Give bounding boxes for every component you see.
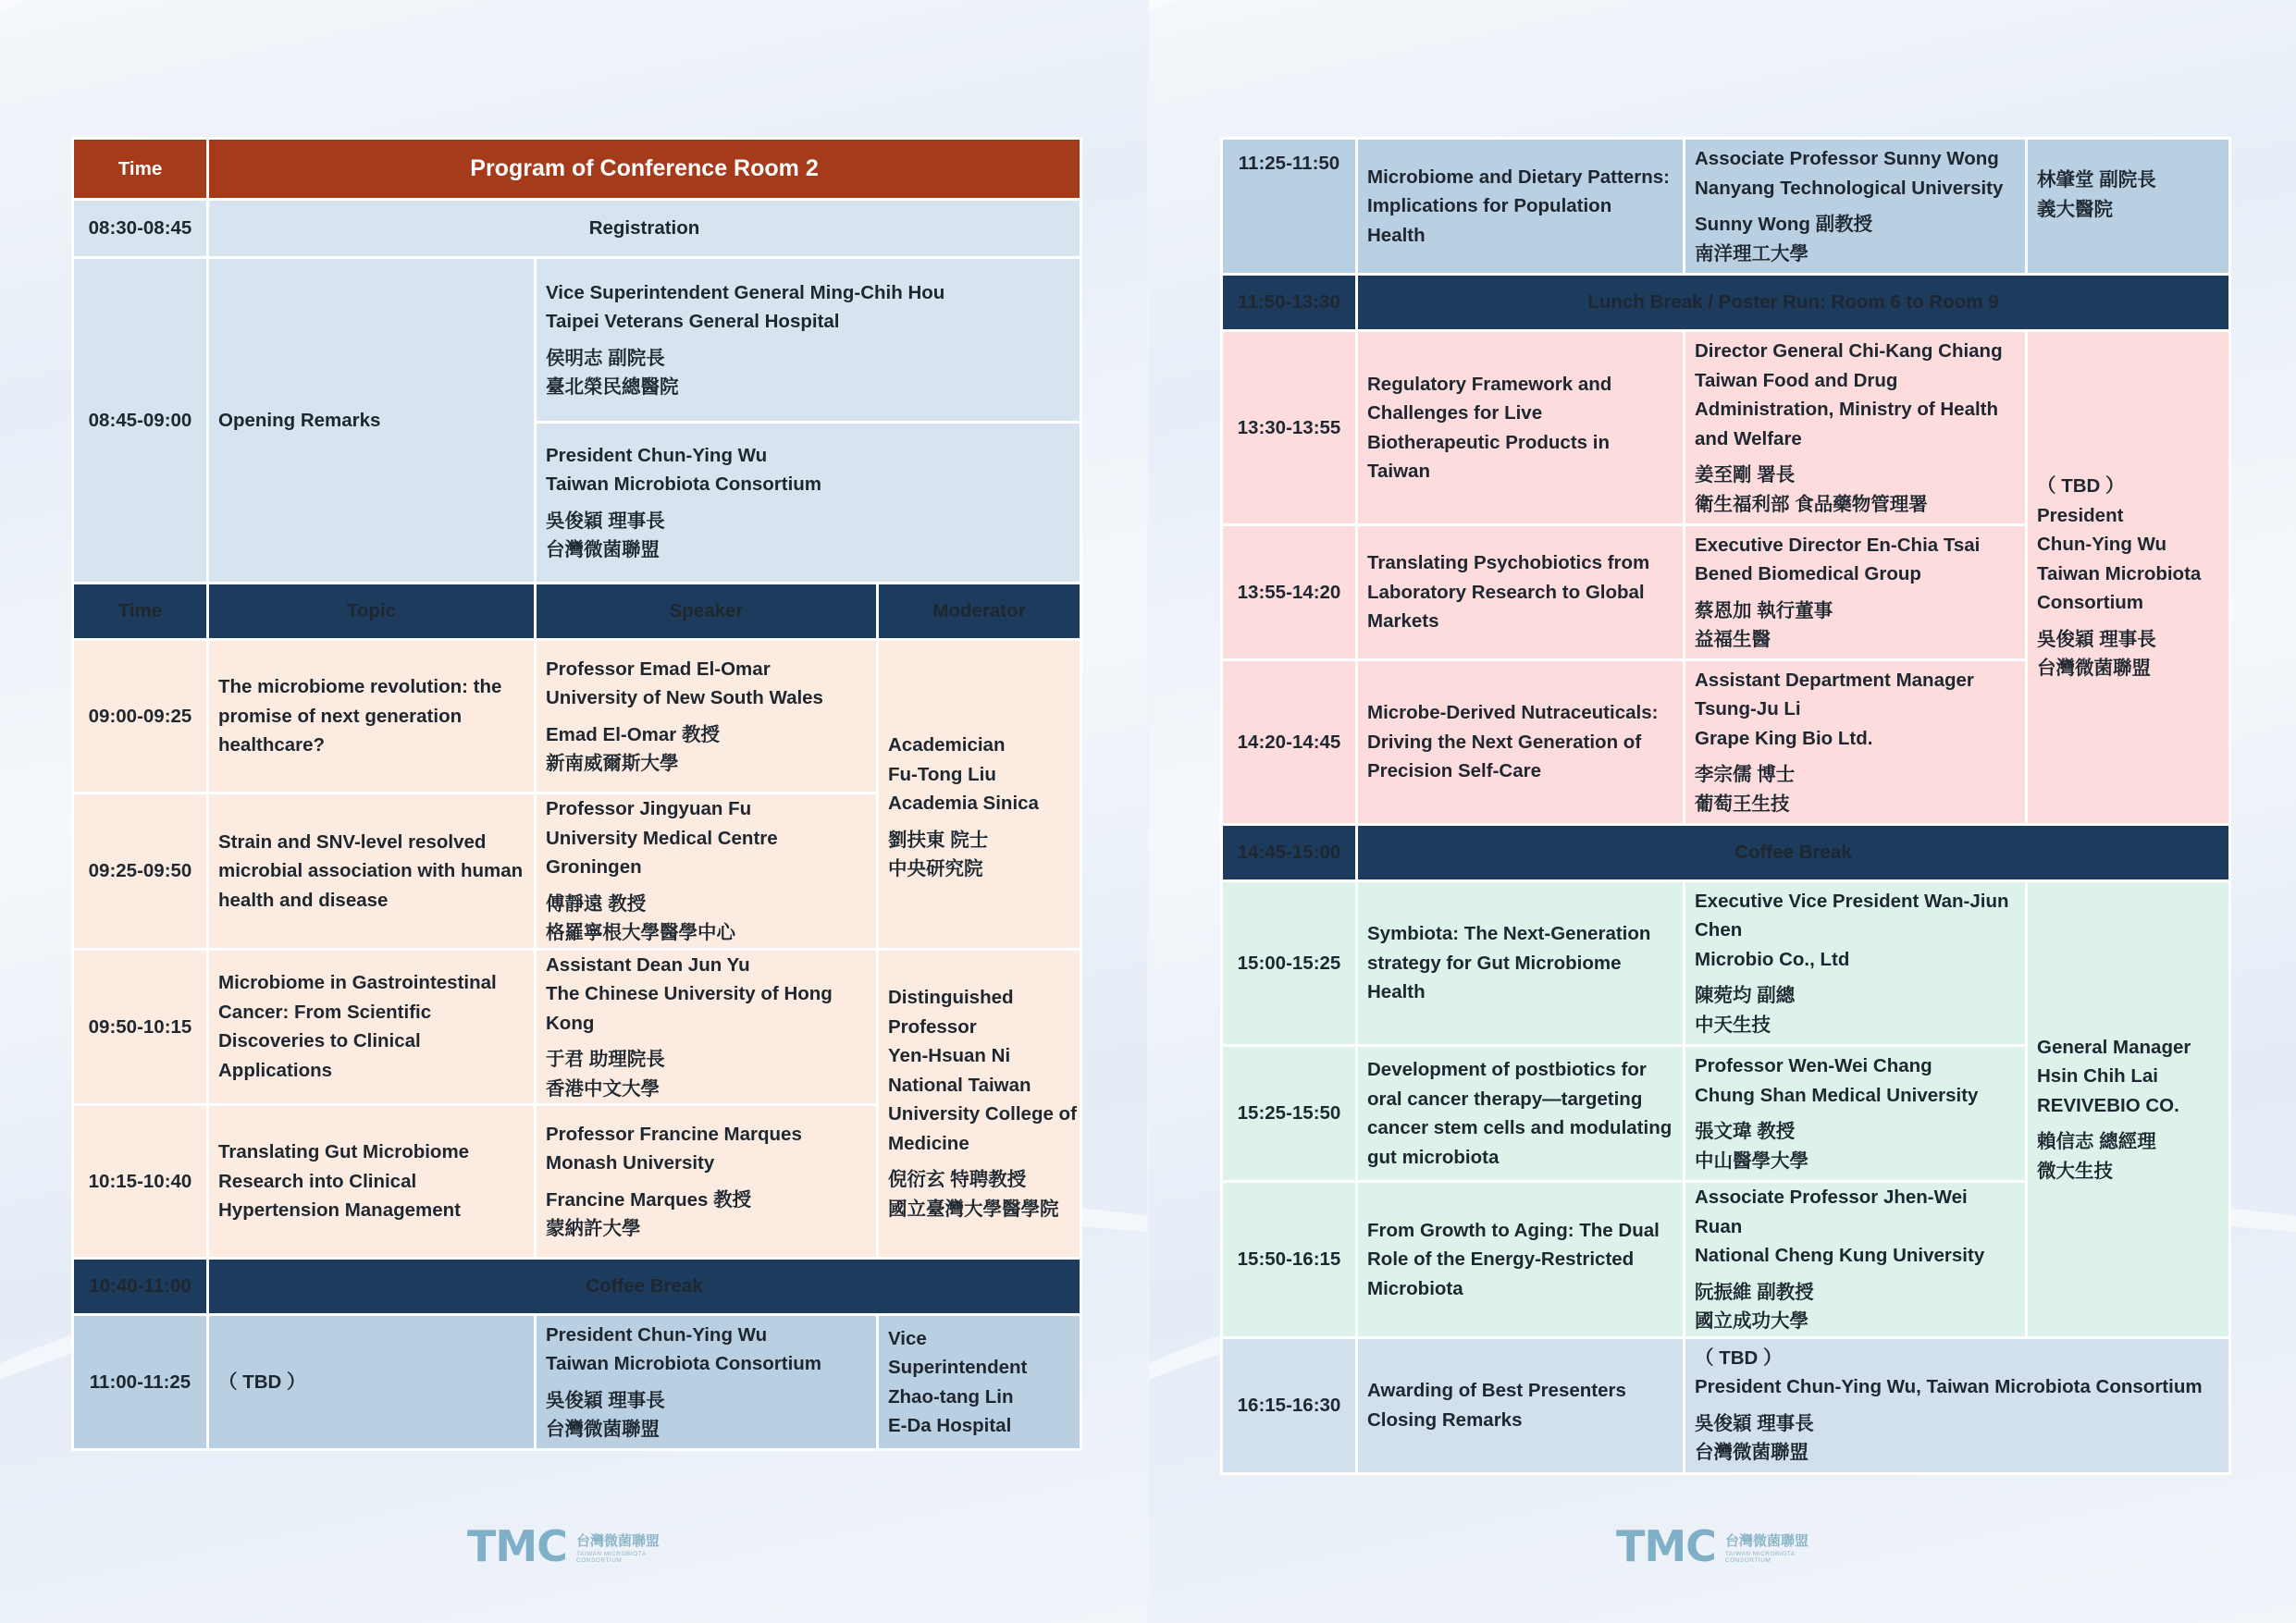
topic-cell: Microbiome in Gastrointestinal Cancer: From Scientific Discoveries to Clinical Applications: [208, 949, 536, 1105]
topic-cell: Translating Gut Microbiome Research into Clinical Hypertension Management: [208, 1105, 536, 1259]
speaker-cell: Vice Superintendent General Ming-Chih Hou Taipei Veterans General Hospital 侯明志 副院長 臺北榮民總醫院: [536, 258, 1081, 423]
speaker-cell: （ TBD ） President Chun-Ying Wu, Taiwan Microbiota Consortium 吳俊穎 理事長 台灣微菌聯盟: [1685, 1337, 2230, 1473]
coffee-break-label: Coffee Break: [208, 1259, 1081, 1315]
coffee-break-row: [1222, 825, 2230, 881]
topic-cell: The microbiome revolution: the promise of next generation healthcare?: [208, 640, 536, 793]
speaker-cell: Professor Jingyuan Fu University Medical Centre Groningen 傅靜遠 教授 格羅寧根大學醫學中心: [536, 793, 878, 950]
header-time: Time: [73, 139, 208, 200]
session-row: [1222, 139, 2230, 275]
col-topic: Topic: [208, 584, 536, 640]
time-cell: 14:20-14:45: [1222, 660, 1357, 825]
topic-cell: （ TBD ）: [208, 1315, 536, 1450]
time-cell: 11:50-13:30: [1222, 275, 1357, 331]
time-cell: 16:15-16:30: [1222, 1337, 1357, 1473]
consortium-logo: TMC 台灣微菌聯盟 TAIWAN MICROBIOTA CONSORTIUM: [467, 1521, 660, 1571]
moderator-cell: 林肇堂 副院長 義大醫院: [2027, 139, 2230, 275]
time-cell: 13:55-14:20: [1222, 525, 1357, 660]
topic-cell: Microbe-Derived Nutraceuticals: Driving the Next Generation of Precision Self-Care: [1357, 660, 1685, 825]
session-row: [73, 1315, 1081, 1450]
time-cell: 14:45-15:00: [1222, 825, 1357, 881]
session-row: [73, 640, 1081, 793]
session-row: [73, 949, 1081, 1105]
col-time: Time: [73, 584, 208, 640]
time-cell: 10:40-11:00: [73, 1259, 208, 1315]
lunch-break-label: Lunch Break / Poster Run: Room 6 to Room 9: [1357, 275, 2230, 331]
consortium-logo: TMC 台灣微菌聯盟 TAIWAN MICROBIOTA CONSORTIUM: [1616, 1521, 1809, 1571]
speaker-cell: President Chun-Ying Wu Taiwan Microbiota Consortium 吳俊穎 理事長 台灣微菌聯盟: [536, 1315, 878, 1450]
topic-cell: Regulatory Framework and Challenges for Live Biotherapeutic Products in Taiwan: [1357, 331, 1685, 525]
opening-row-1: [73, 258, 1081, 423]
time-cell: 09:25-09:50: [73, 793, 208, 950]
moderator-cell: General Manager Hsin Chih Lai REVIVEBIO CO. 賴信志 總經理 微大生技: [2027, 881, 2230, 1338]
speaker-cell: Assistant Dean Jun Yu The Chinese University of Hong Kong 于君 助理院長 香港中文大學: [536, 949, 878, 1105]
topic-cell: Microbiome and Dietary Patterns: Implications for Population Health: [1357, 139, 1685, 275]
time-cell: 13:30-13:55: [1222, 331, 1357, 525]
col-moderator: Moderator: [878, 584, 1081, 640]
header-row: [73, 139, 1081, 200]
speaker-cell: Professor Francine Marques Monash University Francine Marques 教授 蒙納許大學: [536, 1105, 878, 1259]
topic-cell: Development of postbiotics for oral cancer therapy—targeting cancer stem cells and modulating gut microbiota: [1357, 1046, 1685, 1182]
speaker-cell: Associate Professor Sunny Wong Nanyang Technological University Sunny Wong 副教授 南洋理工大學: [1685, 139, 2027, 275]
time-cell: 08:45-09:00: [73, 258, 208, 584]
speaker-cell: Director General Chi-Kang Chiang Taiwan Food and Drug Administration, Ministry of Health and Welfare 姜至剛 署長 衛生福利部 食品藥物管理署: [1685, 331, 2027, 525]
time-cell: 11:00-11:25: [73, 1315, 208, 1450]
coffee-break-label: Coffee Break: [1357, 825, 2230, 881]
topic-cell: Symbiota: The Next-Generation strategy for Gut Microbiome Health: [1357, 881, 1685, 1046]
coffee-break-row: [73, 1259, 1081, 1315]
time-cell: 08:30-08:45: [73, 200, 208, 258]
page-title: Program of Conference Room 2: [208, 139, 1081, 200]
time-cell: 10:15-10:40: [73, 1105, 208, 1259]
opening-label: Opening Remarks: [208, 258, 536, 584]
session-row: [1222, 881, 2230, 1046]
speaker-cell: Associate Professor Jhen-Wei Ruan National Cheng Kung University 阮振維 副教授 國立成功大學: [1685, 1182, 2027, 1338]
time-cell: 09:00-09:25: [73, 640, 208, 793]
moderator-cell: Vice Superintendent Zhao-tang Lin E-Da Hospital: [878, 1315, 1081, 1450]
left-page: [0, 0, 1147, 1623]
moderator-cell: Distinguished Professor Yen-Hsuan Ni National Taiwan University College of Medicine 倪衍玄 特聘教授 國立臺灣大學醫學院: [878, 949, 1081, 1259]
right-page: [1149, 0, 2296, 1623]
moderator-cell: （ TBD ） President Chun-Ying Wu Taiwan Microbiota Consortium 吳俊穎 理事長 台灣微菌聯盟: [2027, 331, 2230, 825]
closing-row: [1222, 1337, 2230, 1473]
topic-cell: Awarding of Best Presenters Closing Remarks: [1357, 1337, 1685, 1473]
column-header-row: [73, 584, 1081, 640]
moderator-cell: Academician Fu-Tong Liu Academia Sinica 劉扶東 院士 中央研究院: [878, 640, 1081, 950]
time-cell: 15:50-16:15: [1222, 1182, 1357, 1338]
speaker-cell: Executive Director En-Chia Tsai Bened Biomedical Group 蔡恩加 執行董事 益福生醫: [1685, 525, 2027, 660]
topic-cell: From Growth to Aging: The Dual Role of the Energy-Restricted Microbiota: [1357, 1182, 1685, 1338]
time-cell: 11:25-11:50: [1222, 139, 1357, 275]
speaker-cell: President Chun-Ying Wu Taiwan Microbiota Consortium 吳俊穎 理事長 台灣微菌聯盟: [536, 423, 1081, 584]
lunch-break-row: [1222, 275, 2230, 331]
speaker-cell: Assistant Department Manager Tsung-Ju Li Grape King Bio Ltd. 李宗儒 博士 葡萄王生技: [1685, 660, 2027, 825]
speaker-cell: Executive Vice President Wan-Jiun Chen Microbio Co., Ltd 陳菀均 副總 中天生技: [1685, 881, 2027, 1046]
speaker-cell: Professor Emad El-Omar University of New South Wales Emad El-Omar 教授 新南威爾斯大學: [536, 640, 878, 793]
speaker-cell: Professor Wen-Wei Chang Chung Shan Medical University 張文瑋 教授 中山醫學大學: [1685, 1046, 2027, 1182]
time-cell: 15:25-15:50: [1222, 1046, 1357, 1182]
program-table-left: [71, 137, 1082, 1451]
registration-label: Registration: [208, 200, 1081, 258]
col-speaker: Speaker: [536, 584, 878, 640]
registration-row: [73, 200, 1081, 258]
time-cell: 09:50-10:15: [73, 949, 208, 1105]
program-table-right: [1220, 137, 2231, 1475]
session-row: [1222, 331, 2230, 525]
topic-cell: Strain and SNV-level resolved microbial association with human health and disease: [208, 793, 536, 950]
time-cell: 15:00-15:25: [1222, 881, 1357, 1046]
topic-cell: Translating Psychobiotics from Laboratory Research to Global Markets: [1357, 525, 1685, 660]
